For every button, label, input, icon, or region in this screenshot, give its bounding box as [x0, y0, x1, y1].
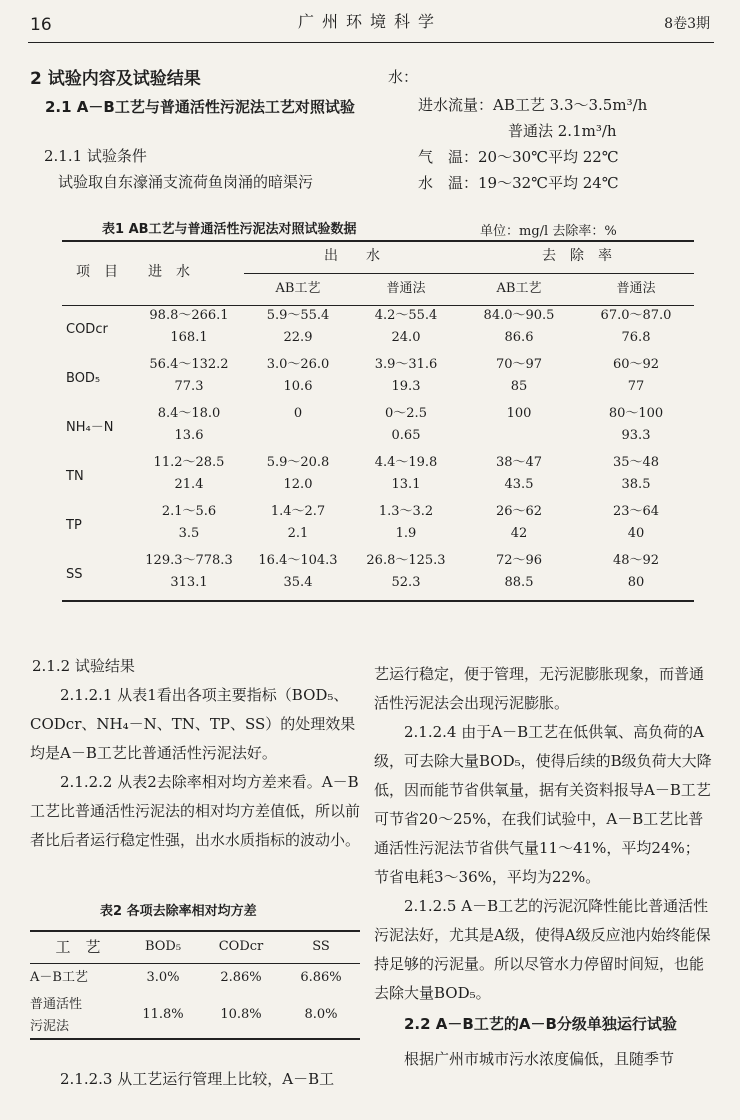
table2-header-ss: SS — [282, 931, 360, 963]
flow-line — [418, 94, 647, 117]
table1-inflow-range: 2.1～5.6 — [161, 504, 217, 520]
table2-header-bod: BOD₅ — [126, 931, 200, 963]
table1-ab-out-avg: 2.1 — [287, 525, 309, 541]
table1-normal-rem-range: 48～92 — [612, 553, 660, 569]
table-row — [62, 475, 694, 502]
table1-body — [62, 305, 694, 601]
result-p1: 2.1.2.1 从表1看出各项主要指标（BOD₅、CODcr、NH₄－N、TN、TP、SS）的处理效果均是A－B工艺比普通活性污泥法好。 — [30, 686, 356, 762]
table1-normal-rem-avg: 80 — [627, 574, 645, 590]
table1-ab-rem-avg: 42 — [510, 525, 528, 541]
table-row — [62, 573, 694, 601]
table2-row1-bod: 3.0% — [146, 970, 180, 986]
water-temp-line — [418, 172, 619, 195]
table1-normal-out-range: 1.3～3.2 — [378, 504, 434, 520]
table2-title: 表2 各项去除率相对均方差 — [100, 904, 257, 919]
table1-inflow-avg: 21.4 — [174, 476, 204, 492]
table1-sub-normal: 普通法 — [352, 273, 460, 305]
air-temp-line — [418, 146, 619, 169]
table1-normal-rem-range: 23～64 — [612, 504, 660, 520]
table1-item-name: BOD₅ — [66, 370, 101, 386]
table1-normal-rem-range: 35～48 — [612, 455, 660, 471]
table1-ab-out-range: 16.4～104.3 — [258, 553, 338, 569]
table2-row — [30, 963, 360, 993]
subsection-2-2-heading: 2.2 A－B工艺的A－B分级单独运行试验 — [404, 1015, 677, 1033]
table2-row — [30, 993, 360, 1039]
table1-ab-rem-range: 26～62 — [495, 504, 543, 520]
table-row — [62, 404, 694, 426]
table1-ab-rem-range: 72～96 — [495, 553, 543, 569]
table1-normal-rem-range: 60～92 — [612, 357, 660, 373]
table2 — [30, 930, 360, 1040]
table1-ab-out-avg: 12.0 — [283, 476, 313, 492]
table1-ab-rem-avg: 85 — [510, 378, 528, 394]
table1-header-outflow: 出 水 — [244, 241, 460, 273]
table1-item-name: TP — [66, 517, 82, 533]
header-rule — [28, 42, 714, 43]
water-temp-label: 水 温： — [418, 174, 479, 192]
table-row — [62, 453, 694, 475]
table2-header-process: 工 艺 — [30, 931, 126, 963]
water-temp-value: 19～32℃平均 24℃ — [478, 174, 619, 192]
table-row — [62, 355, 694, 377]
section-heading: 2 试验内容及试验结果 — [30, 69, 201, 89]
table1-normal-rem-avg: 77 — [627, 378, 645, 394]
table1-normal-rem-avg: 38.5 — [621, 476, 651, 492]
table2-row2-ss: 8.0% — [304, 1007, 338, 1023]
subsection-heading: 2.1 A－B工艺与普通活性污泥法工艺对照试验 — [45, 98, 355, 116]
table1-inflow-avg: 13.6 — [174, 427, 204, 443]
table1-inflow-range: 11.2～28.5 — [153, 455, 225, 471]
table1-ab-rem-range: 38～47 — [495, 455, 543, 471]
table1-item-name: TN — [66, 468, 84, 484]
table1-inflow-range: 98.8～266.1 — [149, 308, 229, 324]
table1-header-removal: 去 除 率 — [460, 241, 694, 273]
table-row — [62, 551, 694, 573]
table1-inflow-avg: 168.1 — [170, 329, 208, 345]
table1-normal-rem-avg: 93.3 — [621, 427, 651, 443]
results-right-column — [374, 660, 714, 1074]
issue-label: 8卷3期 — [664, 16, 710, 32]
table1-sub-ab2: AB工艺 — [460, 273, 578, 305]
result-p4: 2.1.2.4 由于A－B工艺在低供氧、高负荷的A级，可去除大量BOD₅，使得后续的B级负荷大大降低，因而能节省供氧量，据有关资料报导A－B工艺可节省20～25%，在我们试验中，A－B工艺比普通活性污泥法节省供气量11～41%，平均24%；节省电耗3～36%，平均为22%。 — [374, 723, 712, 886]
table1-item-name: NH₄－N — [66, 419, 114, 435]
table1-normal-rem-range: 80～100 — [608, 406, 664, 422]
result-p5: 2.1.2.5 A－B工艺的污泥沉降性能比普通活性污泥法好，尤其是A级，使得A级反应池内始终能保持足够的污泥量。所以尽管水力停留时间短，也能去除大量BOD₅。 — [374, 897, 711, 1002]
table1-inflow-avg: 3.5 — [178, 525, 200, 541]
results-heading: 2.1.2 试验结果 — [32, 657, 135, 675]
table1-inflow-avg: 313.1 — [170, 574, 208, 590]
result-p3: 2.1.2.3 从工艺运行管理上比较，A－B工 — [60, 1070, 335, 1088]
table1-inflow-avg: 77.3 — [174, 378, 204, 394]
table1-ab-rem-avg — [460, 426, 578, 453]
flow-ab: AB工艺 3.3～3.5m³/h — [493, 96, 648, 114]
table1-ab-out-avg: 10.6 — [283, 378, 313, 394]
table1-ab-out-avg: 35.4 — [283, 574, 313, 590]
conditions-intro: 试验取自东濠涌支流荷鱼岗涌的暗渠污 — [58, 173, 314, 191]
result-p6: 根据广州市城市污水浓度偏低，且随季节 — [404, 1050, 675, 1068]
table-row — [62, 502, 694, 524]
flow-label: 进水流量： — [418, 96, 494, 114]
table2-row2-cod: 10.8% — [220, 1007, 262, 1023]
table1-normal-out-range: 0～2.5 — [385, 406, 427, 422]
table1-inflow-range: 56.4～132.2 — [149, 357, 229, 373]
table1-normal-out-avg: 0.65 — [391, 427, 421, 443]
table1-ab-out-range: 0 — [293, 406, 303, 422]
table1-normal-out-range: 4.2～55.4 — [374, 308, 438, 324]
table1-ab-out-range: 3.0～26.0 — [266, 357, 330, 373]
table1-normal-out-avg: 19.3 — [391, 378, 421, 394]
air-temp-label: 气 温： — [418, 148, 479, 166]
table1 — [62, 240, 694, 602]
table1-normal-out-avg: 13.1 — [391, 476, 421, 492]
table1-normal-rem-range: 67.0～87.0 — [600, 308, 672, 324]
table1-ab-rem-range: 100 — [506, 406, 532, 422]
right-intro: 水： — [388, 68, 419, 86]
table1-normal-out-avg: 52.3 — [391, 574, 421, 590]
table1-units: 单位：mg/l 去除率：% — [480, 224, 617, 239]
table1-item-name: CODcr — [66, 321, 108, 337]
table1-inflow-range: 8.4～18.0 — [157, 406, 221, 422]
table1-normal-out-range: 26.8～125.3 — [366, 553, 446, 569]
result-p2: 2.1.2.2 从表2去除率相对均方差来看。A－B工艺比普通活性污泥法的相对均方差值低，所以前者比后者运行稳定性强，出水水质指标的波动小。 — [30, 773, 361, 849]
air-temp-value: 20～30℃平均 22℃ — [478, 148, 619, 166]
table1-ab-rem-avg: 88.5 — [504, 574, 534, 590]
table1-ab-out-avg — [244, 426, 352, 453]
journal-title: 广州环境科学 — [297, 12, 442, 31]
table2-row2-bod: 11.8% — [142, 1007, 184, 1023]
table1-normal-rem-avg: 76.8 — [621, 329, 651, 345]
table1-normal-out-avg: 24.0 — [391, 329, 421, 345]
table2-row1-cod: 2.86% — [220, 970, 262, 986]
table1-sub-ab: AB工艺 — [244, 273, 352, 305]
page-number: 16 — [30, 15, 52, 35]
table1-ab-out-avg: 22.9 — [283, 329, 313, 345]
table1-ab-rem-range: 84.0～90.5 — [483, 308, 555, 324]
table2-row2-name: 普通活性 污泥法 — [30, 996, 83, 1034]
table1-header-item: 项 目 进 水 — [62, 241, 244, 305]
table-row — [62, 426, 694, 453]
result-p3-cont: 艺运行稳定，便于管理，无污泥膨胀现象，而普通活性污泥法会出现污泥膨胀。 — [374, 665, 705, 712]
table1-ab-rem-avg: 86.6 — [504, 329, 534, 345]
table1-ab-rem-avg: 43.5 — [504, 476, 534, 492]
table1-normal-out-range: 4.4～19.8 — [374, 455, 438, 471]
table-row — [62, 524, 694, 551]
table1-item-name: SS — [62, 551, 134, 601]
table-row — [62, 377, 694, 404]
table-row — [62, 305, 694, 328]
flow-normal: 普通法 2.1m³/h — [508, 122, 617, 140]
table1-sub-normal2: 普通法 — [578, 273, 694, 305]
table1-ab-rem-range: 70～97 — [495, 357, 543, 373]
results-left-column — [30, 652, 360, 855]
table-row — [62, 328, 694, 355]
table2-row1-ss: 6.86% — [300, 970, 342, 986]
table1-title: 表1 AB工艺与普通活性污泥法对照试验数据 — [102, 222, 357, 237]
subsubsection-heading: 2.1.1 试验条件 — [44, 147, 147, 165]
table1-normal-rem-avg: 40 — [627, 525, 645, 541]
table2-header-cod: CODcr — [200, 931, 282, 963]
table2-row1-name: A－B工艺 — [30, 970, 88, 986]
table1-ab-out-range: 5.9～20.8 — [266, 455, 330, 471]
table1-normal-out-range: 3.9～31.6 — [374, 357, 438, 373]
table1-normal-out-avg: 1.9 — [395, 525, 417, 541]
table1-ab-out-range: 5.9～55.4 — [266, 308, 330, 324]
table1-inflow-range: 129.3～778.3 — [145, 553, 233, 569]
table1-ab-out-range: 1.4～2.7 — [270, 504, 326, 520]
